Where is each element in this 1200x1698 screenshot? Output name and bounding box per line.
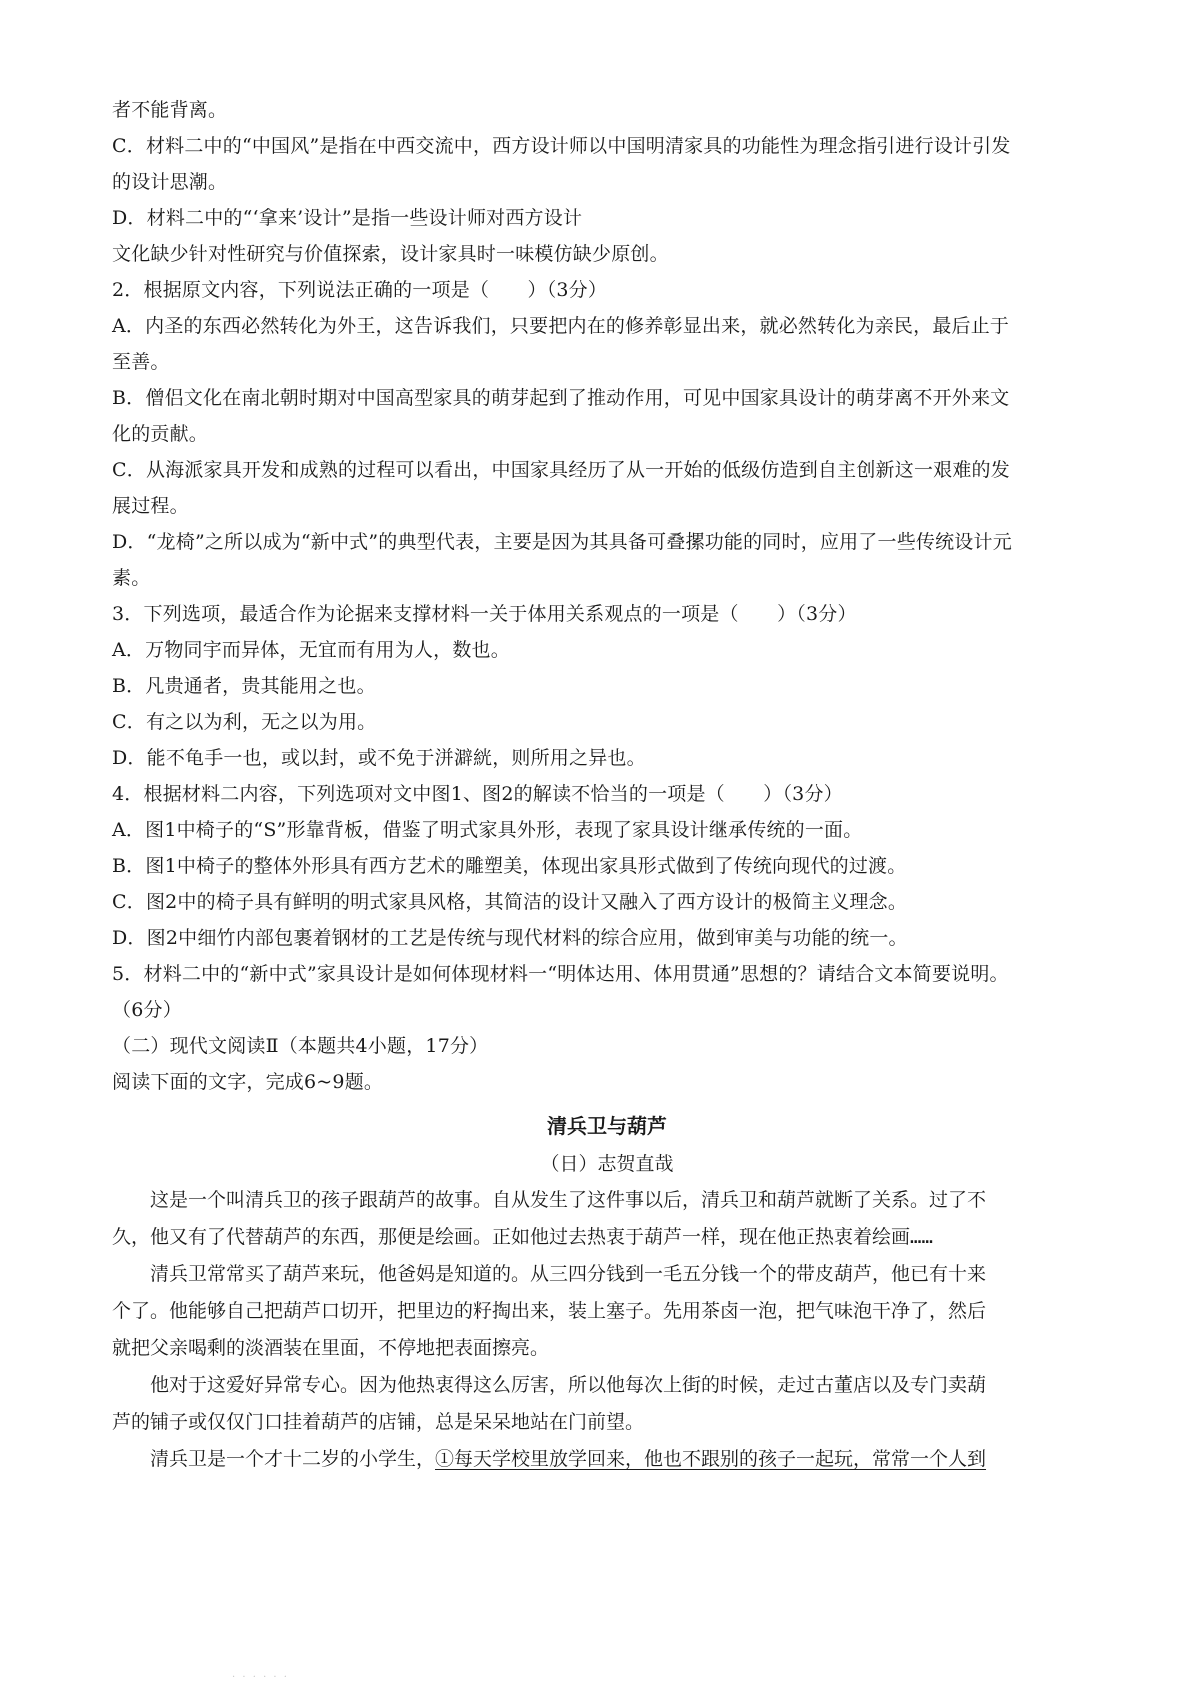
- text-line: B．僧侣文化在南北朝时期对中国高型家具的萌芽起到了推动作用，可见中国家具设计的萌芽离不开外来文: [112, 387, 1010, 409]
- text-line: 者不能背离。: [112, 99, 228, 121]
- text-line: A．图1中椅子的“S”形靠背板，借鉴了明式家具外形，表现了家具设计继承传统的一面。: [112, 819, 863, 841]
- document-page: [112, 92, 1102, 1478]
- story-text: 清兵卫是一个才十二岁的小学生，: [150, 1448, 436, 1470]
- story-line: 芦的铺子或仅仅门口挂着葫芦的店铺，总是呆呆地站在门前望。: [112, 1411, 645, 1433]
- text-line: C．从海派家具开发和成熟的过程可以看出，中国家具经历了从一开始的低级仿造到自主创新这一艰难的发: [112, 459, 1010, 481]
- text-line: （6分）: [112, 999, 182, 1021]
- text-line: C．材料二中的“中国风”是指在中西交流中，西方设计师以中国明清家具的功能性为理念指引进行设计引发: [112, 135, 1011, 157]
- story-line: 这是一个叫清兵卫的孩子跟葫芦的故事。自从发生了这件事以后，清兵卫和葫芦就断了关系。过了不: [150, 1189, 987, 1211]
- story-line: 个了。他能够自己把葫芦口切开，把里边的籽掏出来，装上塞子。先用茶卤一泡，把气味泡干净了，然后: [112, 1300, 987, 1322]
- text-line: 至善。: [112, 351, 170, 373]
- story-line: [112, 1441, 1102, 1478]
- text-line: 展过程。: [112, 495, 189, 517]
- text-line: D．材料二中的“‘拿来’设计”是指一些设计师对西方设计: [112, 207, 583, 229]
- text-line: D．“龙椅”之所以成为“新中式”的典型代表，主要是因为其具备可叠摞功能的同时，应用了一些传统设计元: [112, 531, 1012, 553]
- story-block: [112, 1106, 1102, 1478]
- text-line: B．凡贵通者，贵其能用之也。: [112, 675, 376, 697]
- text-line: B．图1中椅子的整体外形具有西方艺术的雕塑美，体现出家具形式做到了传统向现代的过渡。: [112, 855, 907, 877]
- question-block: [112, 92, 1102, 1100]
- story-line: 他对于这爱好异常专心。因为他热衷得这么厉害，所以他每次上街的时候，走过古董店以及专门卖葫: [150, 1374, 987, 1396]
- text-line: A．万物同宇而异体，无宜而有用为人，数也。: [112, 639, 510, 661]
- story-line: 久，他又有了代替葫芦的东西，那便是绘画。正如他过去热衷于葫芦一样，现在他正热衷着绘画……: [112, 1226, 933, 1248]
- text-line: 文化缺少针对性研究与价值探索，设计家具时一味模仿缺少原创。: [112, 243, 669, 265]
- story-title: 清兵卫与葫芦: [547, 1114, 667, 1138]
- text-line: C．图2中的椅子具有鲜明的明式家具风格，其简洁的设计又融入了西方设计的极简主义理念。: [112, 891, 908, 913]
- question-5: 5．材料二中的“新中式”家具设计是如何体现材料一“明体达用、体用贯通”思想的？请结合文本简要说明。: [112, 963, 1009, 985]
- text-line: D．图2中细竹内部包裹着钢材的工艺是传统与现代材料的综合应用，做到审美与功能的统一。: [112, 927, 908, 949]
- text-line: 素。: [112, 567, 151, 589]
- text-line: D．能不龟手一也，或以封，或不免于洴澼絖，则所用之异也。: [112, 747, 646, 769]
- story-line: 就把父亲喝剩的淡酒装在里面，不停地把表面擦亮。: [112, 1337, 550, 1359]
- text-line: 化的贡献。: [112, 423, 209, 445]
- question-2: 2．根据原文内容，下列说法正确的一项是（ ）（3分）: [112, 279, 608, 301]
- text-line: A．内圣的东西必然转化为外王，这告诉我们，只要把内在的修养彰显出来，就必然转化为亲民，最后止于: [112, 315, 1010, 337]
- instruction-line: 阅读下面的文字，完成6~9题。: [112, 1071, 384, 1093]
- section-heading: （二）现代文阅读Ⅱ（本题共4小题，17分）: [112, 1035, 489, 1057]
- question-3: 3．下列选项，最适合作为论据来支撑材料一关于体用关系观点的一项是（ ）（3分）: [112, 603, 857, 625]
- question-4: 4．根据材料二内容，下列选项对文中图1、图2的解读不恰当的一项是（ ）（3分）: [112, 783, 843, 805]
- underlined-sentence: ①每天学校里放学回来，他也不跟别的孩子一起玩，常常一个人到: [435, 1448, 987, 1470]
- text-line: 的设计思潮。: [112, 171, 228, 193]
- story-line: 清兵卫常常买了葫芦来玩，他爸妈是知道的。从三四分钱到一毛五分钱一个的带皮葫芦，他已有十来: [150, 1263, 987, 1285]
- story-author: （日）志贺直哉: [540, 1153, 674, 1175]
- footer-dots: · · · · · ·: [232, 1672, 289, 1683]
- text-line: C．有之以为利，无之以为用。: [112, 711, 377, 733]
